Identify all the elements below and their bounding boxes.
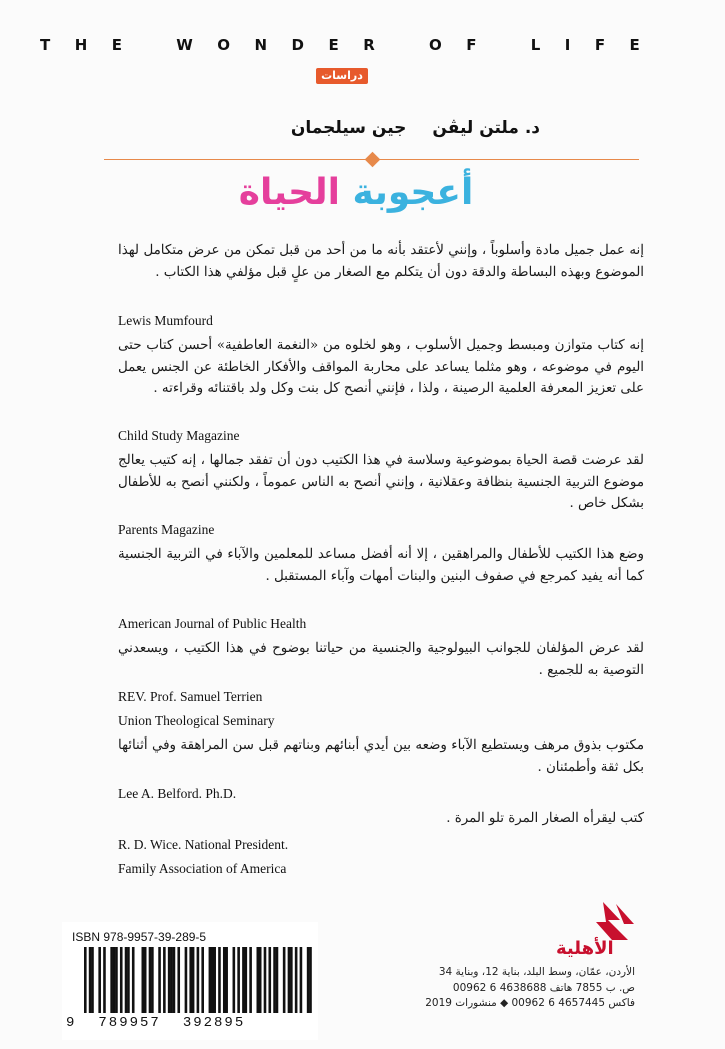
barcode-bar: [288, 947, 291, 1013]
barcode-bar: [211, 947, 214, 1013]
quote-text: إنه كتاب متوازن ومبسط وجميل الأسلوب ، وهو لخلوه من «النغمة العاطفية» أحسن كتاب حتى اليوم في موضوعه ، وهو مثلما يساعد على محاربة المواقف والأفكار الخاطئة عن الجنس يعمل على تعزيز المعرفة العلمية الرصينة ، ولذا ، فإنني أنصح كل بنت وكل ولد باقتنائه وقراءته .: [118, 338, 644, 396]
series-letter: O: [217, 36, 231, 54]
series-letter: T: [40, 36, 51, 54]
quote-attribution-line-2: Family Association of America: [118, 861, 287, 876]
barcode-bar: [170, 947, 173, 1013]
quote-text: لقد عرض المؤلفان للجوانب البيولوجية والجنسية من حياتنا بوضوح في هذا الكتيب ، ويسعدني التوصية به للجميع .: [118, 641, 644, 678]
barcode-bar: [177, 947, 180, 1013]
quote-text: إنه عمل جميل مادة وأسلوباً ، وإنني لأعتقد بأنه ما من أحد من قبل تمكن من عرض متكامل لهذا الموضوع وبهذه البساطة والدقة دون أن يتكلم مع الصغار من علٍ قبل مؤلفي هذا الكتاب .: [118, 243, 644, 280]
series-title: [40, 36, 640, 54]
series-letter: R: [363, 36, 375, 54]
quote-attribution: R. D. Wice. National President.: [118, 837, 289, 852]
series-letter: I: [564, 36, 571, 54]
barcode-bar: [127, 947, 130, 1013]
title-word-1: أعجوبة: [352, 172, 474, 213]
barcode-bar: [132, 947, 135, 1013]
series-letter: [501, 36, 506, 54]
series-badge: دراسات: [316, 68, 368, 84]
quote-attribution: Parents Magazine: [118, 522, 215, 537]
barcode-bar: [115, 947, 118, 1013]
series-letter: H: [74, 36, 88, 54]
barcode-bar: [300, 947, 303, 1013]
series-letter: O: [428, 36, 442, 54]
publisher-logo-text: الأهلية: [556, 938, 614, 959]
series-letter: D: [291, 36, 304, 54]
barcode-bar: [273, 947, 276, 1013]
quote-attribution: REV. Prof. Samuel Terrien: [118, 689, 263, 704]
series-letter: E: [629, 36, 640, 54]
barcode-bar: [201, 947, 204, 1013]
barcode-digit-group: 789957: [98, 1015, 161, 1031]
barcode-bar: [213, 947, 216, 1013]
series-letter: [399, 36, 404, 54]
barcode-digits: [66, 1015, 316, 1031]
barcode-bar: [125, 947, 128, 1013]
quote-text: كتب ليقرأه الصغار المرة تلو المرة .: [446, 811, 644, 826]
barcode-bar: [218, 947, 221, 1013]
barcode-bar: [249, 947, 252, 1013]
barcode-bar: [168, 947, 171, 1013]
barcode-bar: [257, 947, 260, 1013]
barcode-bar: [307, 947, 310, 1013]
barcode-bar: [192, 947, 195, 1013]
quote-attribution: American Journal of Public Health: [118, 616, 307, 631]
series-letter: E: [328, 36, 339, 54]
barcode-bar: [151, 947, 154, 1013]
divider-ornament: [365, 152, 381, 168]
title-word-2: الحياة: [238, 172, 340, 213]
series-letter: N: [254, 36, 268, 54]
series-letter: F: [594, 36, 606, 54]
publisher-phone: ص. ب 7855 هاتف 4638688 6 00962: [452, 981, 635, 994]
barcode-bar: [264, 947, 267, 1013]
author-1: د. ملتن ليڤن: [432, 118, 540, 138]
barcode-bar: [237, 947, 240, 1013]
barcode-bar: [91, 947, 94, 1013]
barcode-bar: [309, 947, 312, 1013]
barcode-bar: [84, 947, 87, 1013]
barcode-bar: [259, 947, 262, 1013]
barcode-bar: [89, 947, 92, 1013]
barcode-bar: [225, 947, 228, 1013]
barcode-bar: [295, 947, 298, 1013]
isbn-label: ISBN 978-9957-39-289-5: [72, 930, 207, 944]
barcode-bar: [113, 947, 116, 1013]
publisher-address: الأردن، عمّان، وسط البلد، بناية 12، وبناية 34: [438, 966, 635, 978]
barcode-bar: [245, 947, 248, 1013]
barcode-bar: [149, 947, 152, 1013]
author-2: جين سيلجمان: [290, 118, 407, 138]
book-title: [226, 172, 486, 213]
barcode-bar: [120, 947, 123, 1013]
barcode-bar: [233, 947, 236, 1013]
quote-attribution-line-2: Union Theological Seminary: [118, 713, 275, 728]
barcode-icon: [84, 947, 314, 1013]
barcode-bar: [290, 947, 293, 1013]
barcode-bar: [173, 947, 176, 1013]
barcode-bar: [276, 947, 279, 1013]
barcode-bar: [98, 947, 101, 1013]
series-letter: E: [111, 36, 123, 54]
barcode-bar: [283, 947, 286, 1013]
barcode-bar: [242, 947, 245, 1013]
barcode-bar: [223, 947, 226, 1013]
publisher-info: [405, 965, 635, 1012]
quote-text: لقد عرضت قصة الحياة بموضوعية وسلاسة في هذا الكتيب دون أن تفقد جمالها ، إنه كتيب يعالج موضوع التربية الجنسية بنظافة وعقلانية ، وإنني أنصح به الناس عموماً ، ولكنني أنصح به للأطفال بشكل خاص .: [118, 453, 644, 511]
series-letter: W: [176, 36, 193, 54]
quote-text: وضع هذا الكتيب للأطفال والمراهقين ، إلا أنه أفضل مساعد للمعلمين والآباء في التربية الجنسية كما أنه يفيد كمرجع في صفوف البنين والبنات أمهات وآباء المستقبل .: [118, 547, 644, 584]
barcode-bar: [268, 947, 271, 1013]
barcode-bar: [197, 947, 200, 1013]
series-letter: F: [466, 36, 477, 54]
barcode-digit-group: 392895: [182, 1015, 246, 1031]
review-quotes: [118, 240, 644, 883]
quote-attribution: Lewis Mumfourd: [118, 313, 213, 328]
authors: [230, 118, 540, 138]
barcode-bar: [209, 947, 212, 1013]
publisher-fax: فاكس 4657445 6 00962 ◆ منشورات 2019: [425, 997, 635, 1009]
barcode-bar: [144, 947, 147, 1013]
series-letter: L: [530, 36, 541, 54]
barcode-bar: [103, 947, 106, 1013]
barcode-bar: [110, 947, 113, 1013]
barcode-bar: [158, 947, 161, 1013]
series-letter: [147, 36, 152, 54]
quote-attribution: Child Study Magazine: [118, 428, 240, 443]
barcode-bar: [185, 947, 188, 1013]
barcode-bar: [189, 947, 192, 1013]
barcode-bar: [142, 947, 145, 1013]
quote-text: مكتوب بذوق مرهف ويستطيع الآباء وضعه بين أيدي أبنائهم وبناتهم قبل سن المراهقة وفي أثنائها بكل ثقة وأطمئنان .: [118, 738, 644, 775]
barcode-digit-group: 9: [66, 1015, 77, 1031]
barcode-bar: [163, 947, 166, 1013]
quote-attribution: Lee A. Belford. Ph.D.: [118, 786, 237, 801]
